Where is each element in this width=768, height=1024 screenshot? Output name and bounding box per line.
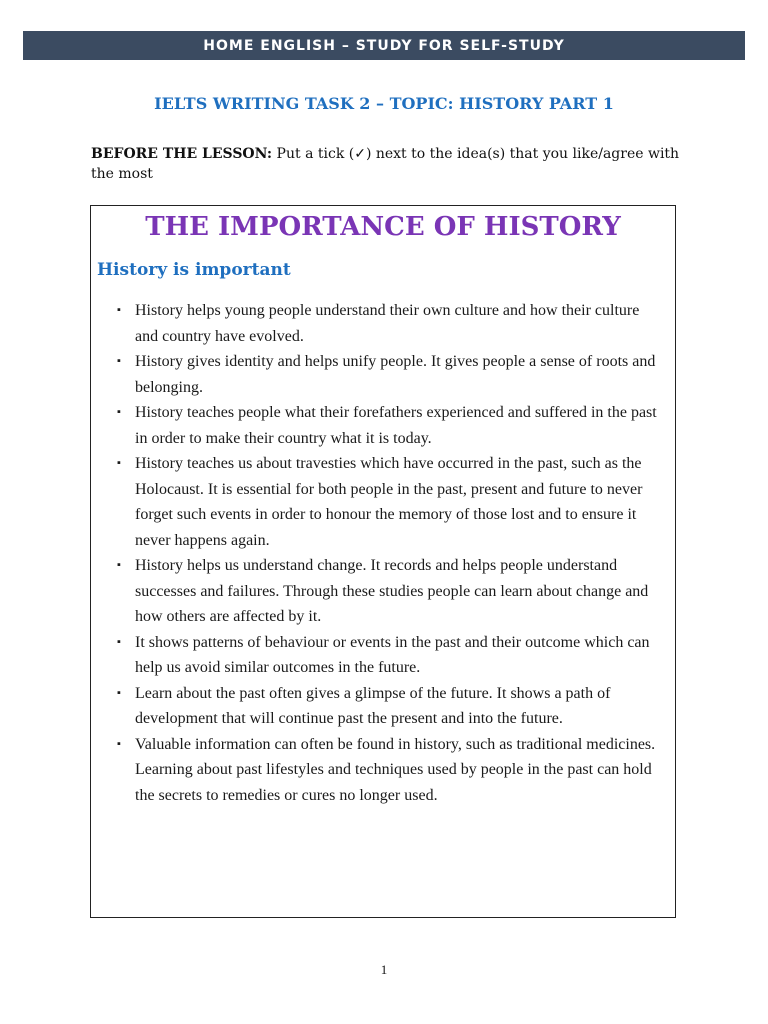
bullet-icon: ▪ — [117, 355, 121, 367]
instruction-text: Put a tick (✓) next to the idea(s) that you like/agree with the most — [91, 146, 680, 182]
header-banner — [23, 31, 745, 60]
content-box — [90, 205, 676, 918]
list-item-text: History teaches people what their forefathers experienced and suffered in the past in order to make their country what it is today. — [135, 404, 657, 447]
list-item — [117, 298, 665, 349]
list-item — [117, 681, 665, 732]
points-list — [117, 298, 665, 808]
list-item — [117, 400, 665, 451]
list-item-text: Valuable information can often be found in history, such as traditional medicines. Learning about past lifestyles and techniques used by people in the past can hold the secrets to remedies or cures no longer used. — [135, 735, 656, 804]
bullet-icon: ▪ — [117, 559, 121, 571]
bullet-icon: ▪ — [117, 635, 121, 648]
box-subtitle: History is important — [97, 260, 291, 280]
list-item-text: History helps young people understand their own culture and how their culture and country have evolved. — [135, 302, 640, 345]
bullet-icon: ▪ — [117, 737, 121, 750]
list-item — [117, 732, 665, 809]
bullet-icon: ▪ — [117, 304, 121, 316]
list-item-text: History teaches us about travesties which have occurred in the past, such as the Holocaust. It is essential for both people in the past, present and future to never forget such events in order to honour the memory of those lost and to ensure it never happens again. — [135, 455, 643, 549]
list-item-text: It shows patterns of behaviour or events in the past and their outcome which can help us avoid similar outcomes in the future. — [135, 633, 650, 676]
bullet-icon: ▪ — [117, 457, 121, 469]
instructions — [91, 144, 691, 184]
page-number: 1 — [380, 962, 388, 977]
box-title: THE IMPORTANCE OF HISTORY — [145, 212, 621, 242]
bullet-icon: ▪ — [117, 686, 121, 699]
instruction-label: BEFORE THE LESSON: — [91, 146, 273, 162]
list-item-text: History helps us understand change. It records and helps people understand successes and failures. Through these studies people can learn about change and how others are affected by it. — [135, 557, 649, 625]
banner-text: HOME ENGLISH – STUDY FOR SELF-STUDY — [203, 37, 565, 54]
list-item — [117, 630, 665, 681]
list-item — [117, 553, 665, 630]
list-item — [117, 451, 665, 553]
list-item-text: Learn about the past often gives a glimpse of the future. It shows a path of development that will continue past the present and into the future. — [135, 684, 611, 727]
bullet-icon: ▪ — [117, 406, 121, 418]
document-title: IELTS WRITING TASK 2 – TOPIC: HISTORY PART 1 — [154, 94, 614, 113]
list-item-text: History gives identity and helps unify people. It gives people a sense of roots and belonging. — [135, 353, 656, 396]
list-item — [117, 349, 665, 400]
